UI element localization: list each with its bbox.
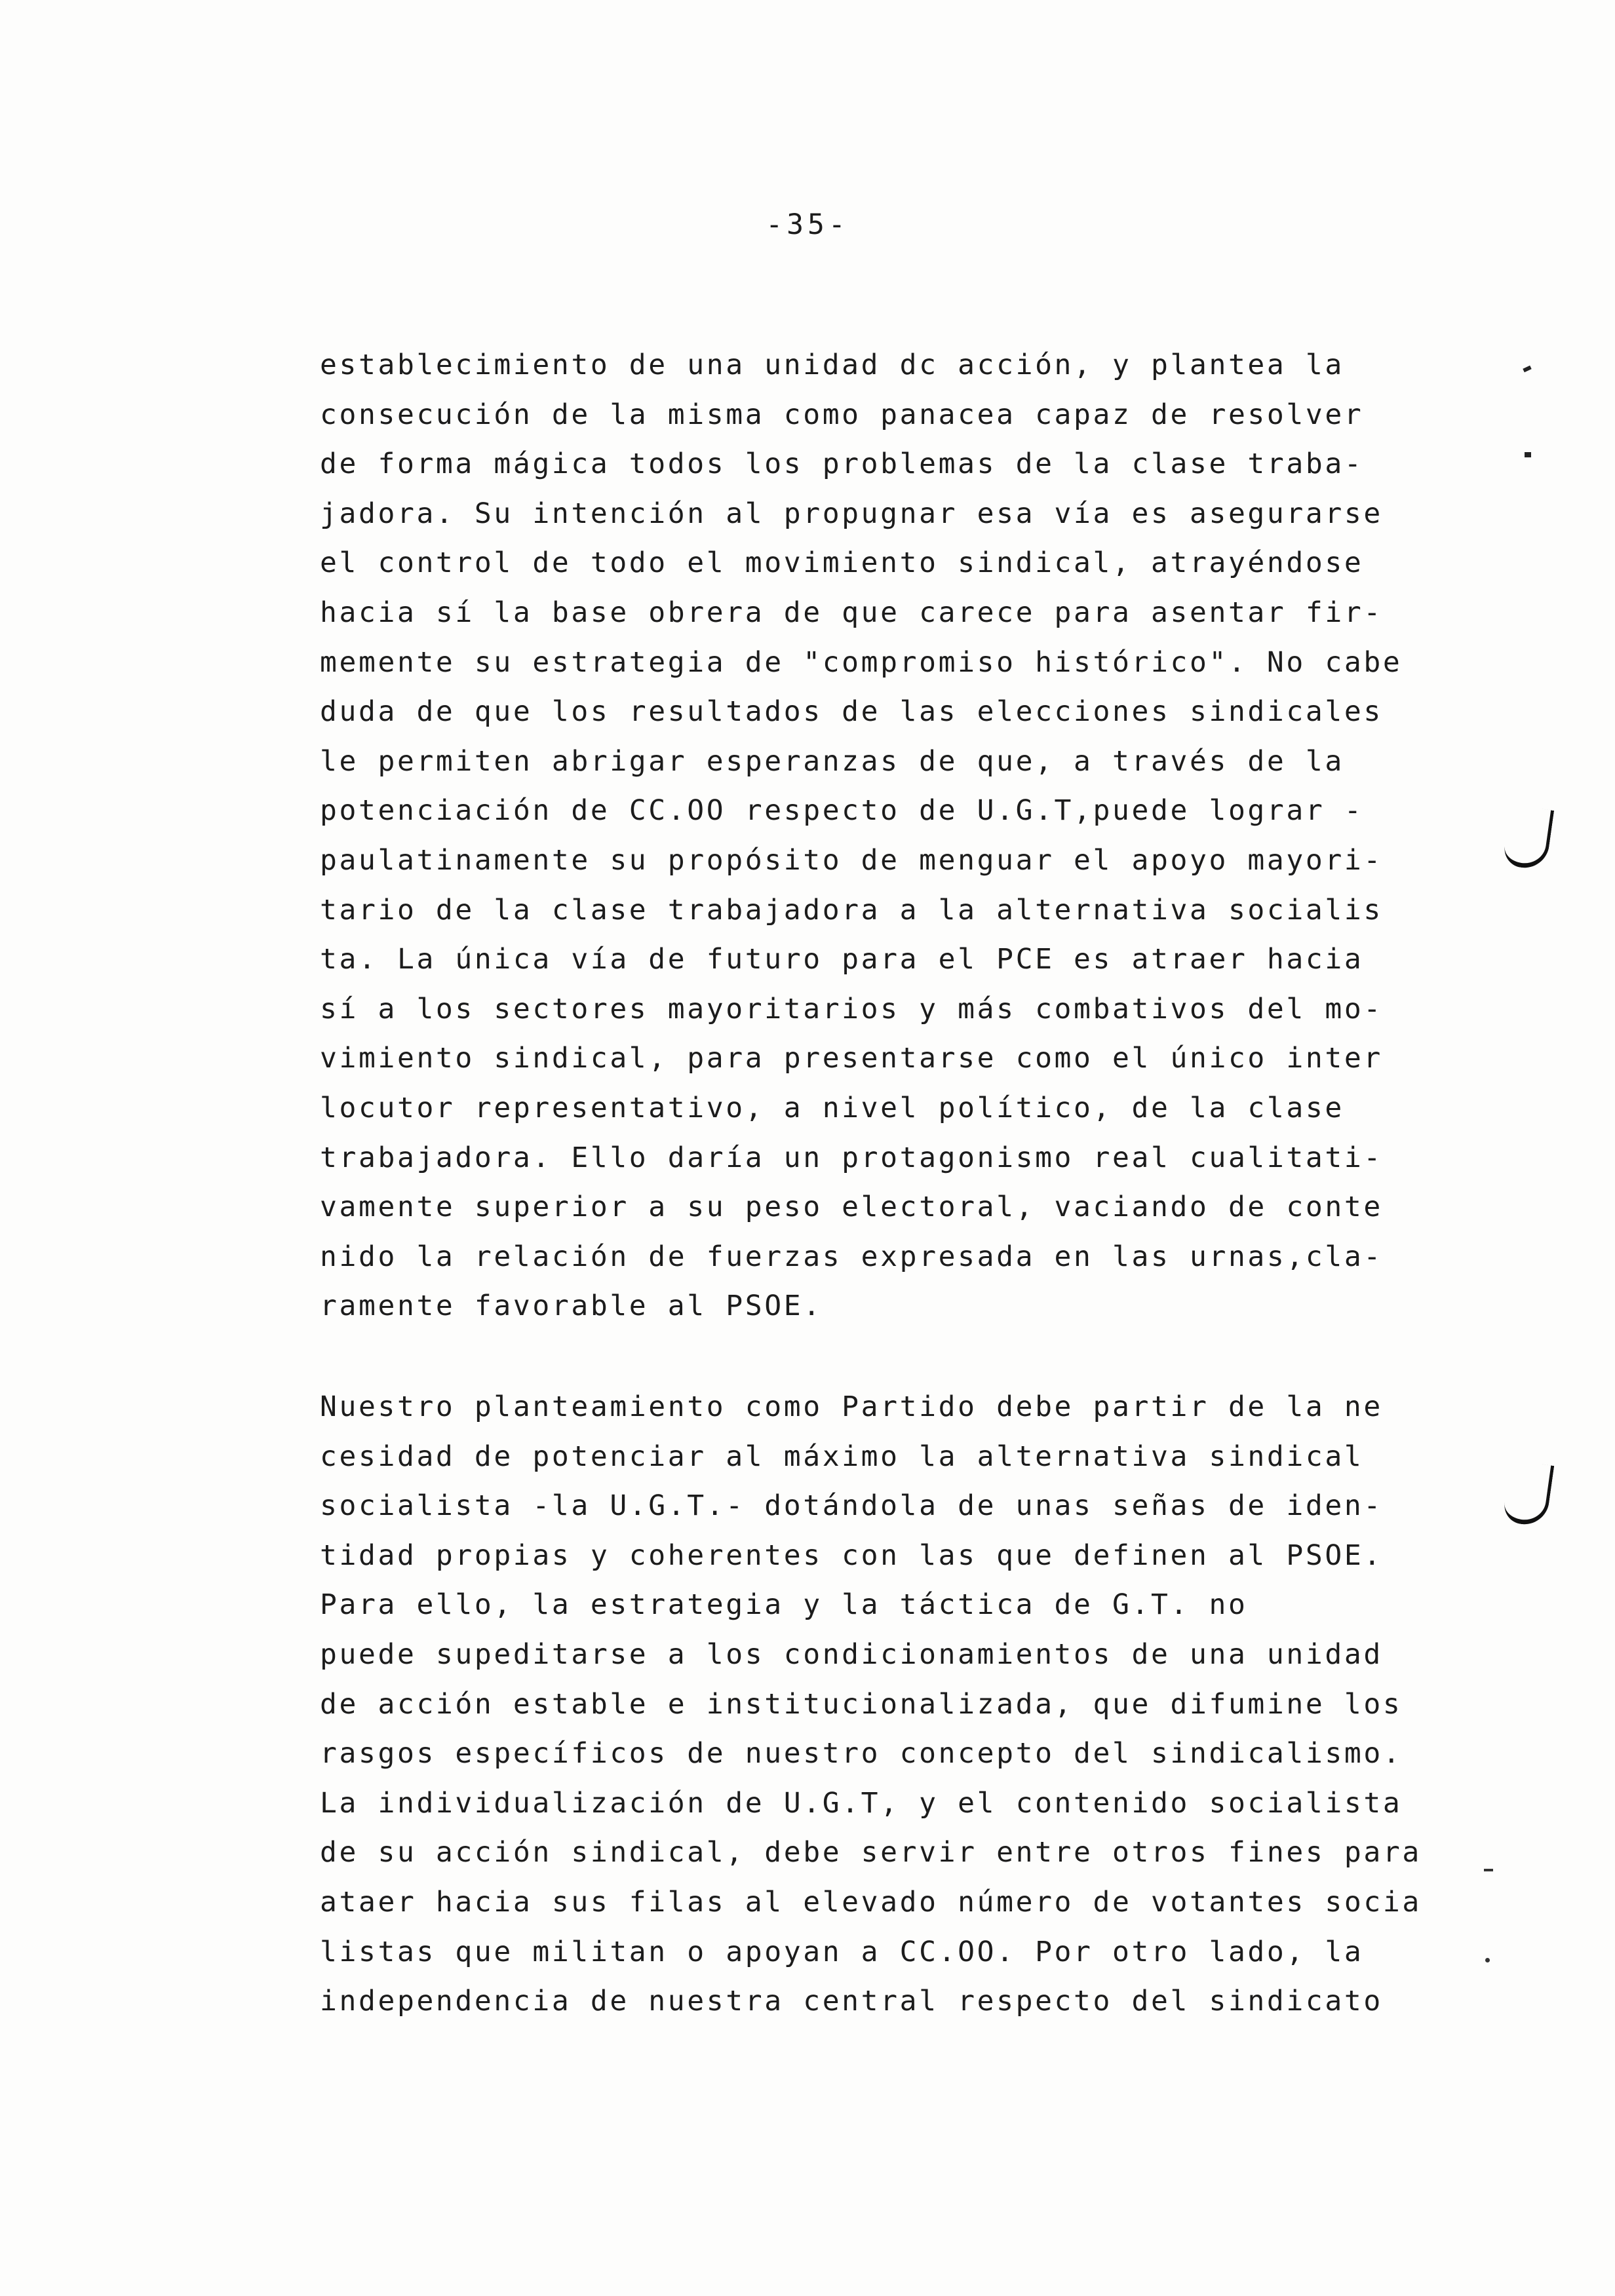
text-line: independencia de nuestra central respecto del sindicato — [320, 1985, 1383, 2018]
text-line: ataer hacia sus filas al elevado número de votantes socia — [320, 1885, 1422, 1919]
text-line: ramente favorable al PSOE. — [320, 1290, 823, 1323]
paragraph-2 — [320, 1383, 1460, 2027]
text-line: tidad propias y coherentes con las que definen al PSOE. — [320, 1539, 1383, 1572]
margin-pen-mark — [1502, 1460, 1555, 1527]
text-line: trabajadora. Ello daría un protagonismo real cualitati- — [320, 1141, 1383, 1174]
text-line: cesidad de potenciar al máximo la alternativa sindical — [320, 1440, 1364, 1473]
text-line: nido la relación de fuerzas expresada en las urnas,cla- — [320, 1240, 1383, 1273]
text-line: Para ello, la estrategia y la táctica de G.T. no — [320, 1588, 1248, 1622]
text-line: jadora. Su intención al propugnar esa vía es asegurarse — [320, 497, 1383, 530]
paragraph-1 — [320, 341, 1460, 1331]
text-line: de acción estable e institucionalizada, que difumine los — [320, 1687, 1403, 1721]
margin-speck — [1484, 1869, 1493, 1871]
margin-pen-mark — [1502, 805, 1554, 871]
text-line: le permiten abrigar esperanzas de que, a través de la — [320, 744, 1344, 778]
text-line: listas que militan o apoyan a CC.OO. Por otro lado, la — [320, 1935, 1364, 1968]
margin-speck — [1485, 1958, 1490, 1962]
text-line: de su acción sindical, debe servir entre otros fines para — [320, 1836, 1422, 1869]
text-line: puede supeditarse a los condicionamientos de una unidad — [320, 1637, 1383, 1671]
page-number: -35- — [766, 208, 849, 241]
text-line: rasgos específicos de nuestro concepto del sindicalismo. — [320, 1737, 1403, 1770]
margin-speck — [1525, 452, 1531, 457]
text-line: vimiento sindical, para presentarse como el único inter — [320, 1042, 1383, 1075]
text-line: memente su estrategia de "compromiso histórico". No cabe — [320, 645, 1403, 679]
text-line: tario de la clase trabajadora a la alternativa socialis — [320, 893, 1383, 927]
margin-speck — [1523, 366, 1531, 373]
text-line: potenciación de CC.OO respecto de U.G.T,puede lograr - — [320, 794, 1364, 828]
text-line: Nuestro planteamiento como Partido debe partir de la ne — [320, 1390, 1383, 1423]
text-line: consecución de la misma como panacea capaz de resolver — [320, 398, 1364, 431]
text-line: paulatinamente su propósito de menguar el apoyo mayori- — [320, 843, 1383, 877]
text-line: establecimiento de una unidad dc acción, y plantea la — [320, 349, 1344, 381]
text-line: La individualización de U.G.T, y el contenido socialista — [320, 1786, 1403, 1820]
text-line: sí a los sectores mayoritarios y más combativos del mo- — [320, 992, 1383, 1025]
text-line: duda de que los resultados de las elecciones sindicales — [320, 695, 1383, 729]
text-line: vamente superior a su peso electoral, vaciando de conte — [320, 1191, 1383, 1224]
text-line: hacia sí la base obrera de que carece para asentar fir- — [320, 596, 1383, 629]
text-line: el control de todo el movimiento sindical, atrayéndose — [320, 546, 1364, 580]
text-line: socialista -la U.G.T.- dotándola de unas señas de iden- — [320, 1489, 1383, 1523]
text-line: de forma mágica todos los problemas de la clase traba- — [320, 448, 1364, 481]
text-line: locutor representativo, a nivel político, de la clase — [320, 1091, 1344, 1124]
text-line: ta. La única vía de futuro para el PCE es atraer hacia — [320, 943, 1364, 976]
